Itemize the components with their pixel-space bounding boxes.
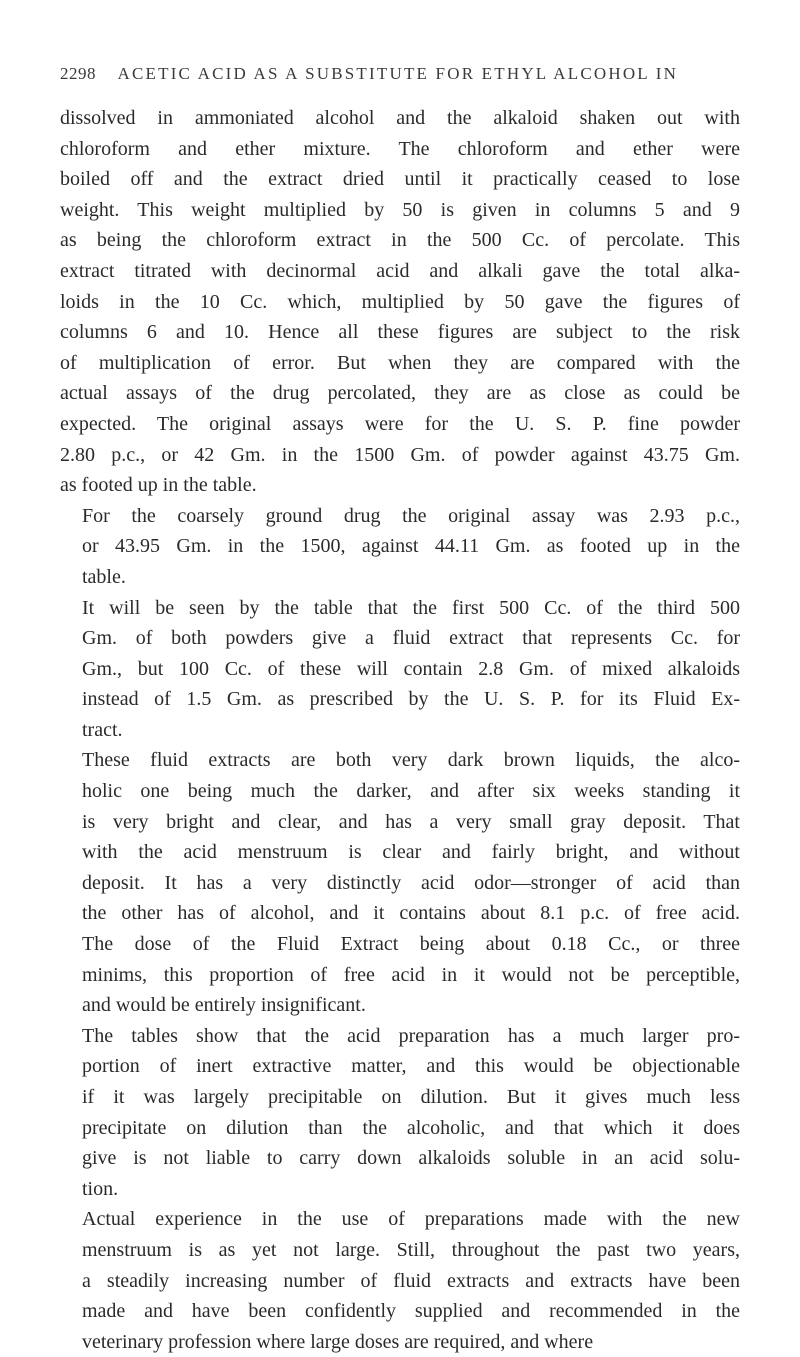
- text-line: is very bright and clear, and has a very small gray deposit. That: [82, 810, 740, 833]
- text-line: dissolved in ammoniated alcohol and the alkaloid shaken out with: [60, 107, 740, 129]
- text-line: instead of 1.5 Gm. as prescribed by the U. S. P. for its Fluid Ex-: [82, 688, 740, 711]
- text-line: These fluid extracts are both very dark brown liquids, the alco-: [82, 749, 740, 772]
- text-line: For the coarsely ground drug the original assay was 2.93 p.c.,: [82, 504, 740, 527]
- paragraph: [60, 501, 740, 593]
- text-line: as being the chloroform extract in the 500 Cc. of percolate. This: [60, 229, 740, 252]
- text-line: The tables show that the acid preparation has a much larger pro-: [82, 1024, 740, 1047]
- text-line: table.: [82, 565, 126, 588]
- page-number: 2298: [60, 64, 96, 83]
- text-line: The dose of the Fluid Extract being about 0.18 Cc., or three: [82, 933, 740, 956]
- text-line: boiled off and the extract dried until it practically ceased to lose: [60, 168, 740, 191]
- text-line: Actual experience in the use of preparations made with the new: [82, 1208, 740, 1231]
- text-line: holic one being much the darker, and after six weeks standing it: [82, 780, 740, 803]
- text-line: give is not liable to carry down alkaloids soluble in an acid solu-: [82, 1147, 740, 1170]
- text-line: menstruum is as yet not large. Still, throughout the past two years,: [82, 1238, 740, 1261]
- running-header: [60, 64, 740, 84]
- paragraph: [60, 745, 740, 1020]
- paragraph: [60, 1021, 740, 1205]
- text-line: if it was largely precipitable on dilution. But it gives much less: [82, 1086, 740, 1108]
- text-line: 2.80 p.c., or 42 Gm. in the 1500 Gm. of powder against 43.75 Gm.: [60, 443, 740, 466]
- text-line: Gm., but 100 Cc. of these will contain 2.8 Gm. of mixed alkaloids: [82, 657, 740, 680]
- text-line: minims, this proportion of free acid in it would not be perceptible,: [82, 963, 740, 986]
- text-line: veterinary profession where large doses are required, and where: [82, 1330, 594, 1353]
- text-line: tion.: [82, 1177, 119, 1200]
- text-line: chloroform and ether mixture. The chloroform and ether were: [60, 137, 740, 160]
- text-line: made and have been confidently supplied and recommended in the: [82, 1300, 740, 1323]
- text-line: deposit. It has a very distinctly acid odor—stronger of acid than: [82, 871, 740, 894]
- text-line: and would be entirely insignificant.: [82, 994, 366, 1017]
- text-line: Gm. of both powders give a fluid extract that represents Cc. for: [82, 627, 740, 650]
- text-line: precipitate on dilution than the alcoholic, and that which it does: [82, 1116, 740, 1139]
- text-line: columns 6 and 10. Hence all these figures are subject to the risk: [60, 321, 740, 344]
- text-line: actual assays of the drug percolated, they are as close as could be: [60, 382, 740, 405]
- paragraph: [60, 103, 740, 501]
- text-line: It will be seen by the table that the first 500 Cc. of the third 500: [82, 596, 740, 619]
- paragraph: [60, 1204, 740, 1357]
- text-line: a steadily increasing number of fluid extracts and extracts have been: [82, 1269, 740, 1292]
- body-text: [60, 103, 740, 1357]
- text-line: expected. The original assays were for the U. S. P. fine powder: [60, 412, 740, 435]
- text-line: weight. This weight multiplied by 50 is given in columns 5 and 9: [60, 198, 740, 221]
- text-line: with the acid menstruum is clear and fairly bright, and without: [82, 841, 740, 864]
- text-line: extract titrated with decinormal acid and alkali gave the total alka-: [60, 259, 740, 282]
- text-line: tract.: [82, 718, 123, 741]
- running-title: ACETIC ACID AS A SUBSTITUTE FOR ETHYL ALCOHOL IN: [117, 64, 679, 83]
- paragraph: [60, 593, 740, 746]
- text-line: as footed up in the table.: [60, 474, 257, 497]
- text-line: of multiplication of error. But when they are compared with the: [60, 351, 740, 374]
- text-line: or 43.95 Gm. in the 1500, against 44.11 Gm. as footed up in the: [82, 535, 740, 558]
- text-line: loids in the 10 Cc. which, multiplied by 50 gave the figures of: [60, 290, 740, 313]
- text-line: the other has of alcohol, and it contains about 8.1 p.c. of free acid.: [82, 902, 740, 925]
- text-line: portion of inert extractive matter, and this would be objectionable: [82, 1055, 740, 1078]
